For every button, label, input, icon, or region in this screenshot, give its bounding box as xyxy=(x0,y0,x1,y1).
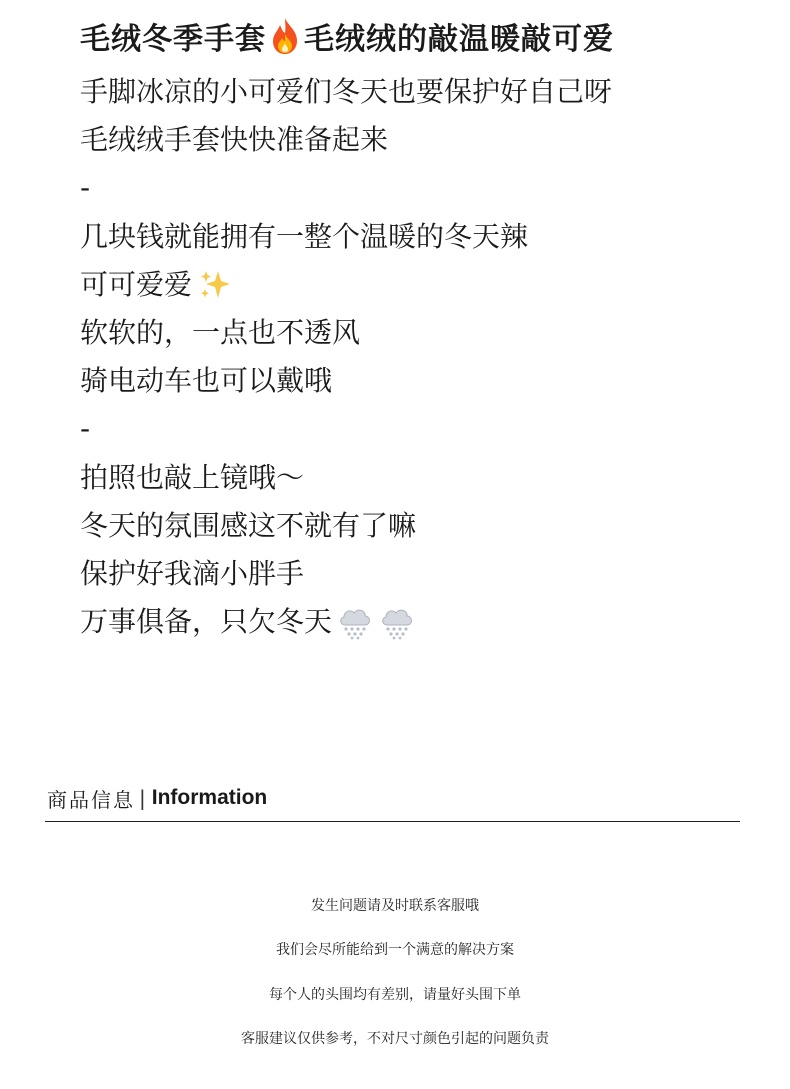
post-line-12: 万事俱备，只欠冬天 xyxy=(80,598,612,646)
post-title-part1: 毛绒冬季手套 xyxy=(80,22,266,57)
section-divider xyxy=(45,821,740,822)
post-line-8: - xyxy=(80,412,91,446)
post-line-9: 拍照也敲上镜哦～ xyxy=(80,460,305,494)
snow-cloud-icon xyxy=(378,603,416,641)
post-title-part2: 毛绒绒的敲温暖敲可爱 xyxy=(304,22,614,57)
note-item: 客服建议仅供参考，不对尺寸颜色引起的问题负责 xyxy=(241,1030,549,1047)
post-line-6: 软软的，一点也不透风 xyxy=(80,315,361,349)
post-line-4: 几块钱就能拥有一整个温暖的冬天辣 xyxy=(80,219,529,253)
post-body xyxy=(80,68,612,646)
note-item: 发生问题请及时联系客服哦 xyxy=(311,898,479,914)
sparkle-icon xyxy=(198,268,232,302)
section-title-zh: 商品信息 xyxy=(47,787,135,812)
note-item: 我们会尽所能给到一个满意的解决方案 xyxy=(276,942,514,959)
post-line-2: 毛绒绒手套快快准备起来 xyxy=(80,123,389,157)
post-line-10: 冬天的氛围感这不就有了嘛 xyxy=(80,508,417,542)
notes-list xyxy=(0,884,790,1061)
post-title xyxy=(80,10,614,62)
section-title-en: Information xyxy=(151,786,268,809)
snow-cloud-icon xyxy=(336,603,374,641)
post-line-7: 骑电动车也可以戴哦 xyxy=(80,364,333,398)
note-item: 每个人的头围均有差别，请量好头围下单 xyxy=(269,986,521,1003)
post-line-11: 保护好我滴小胖手 xyxy=(80,556,305,590)
section-header-information xyxy=(47,782,267,814)
section-title-separator: | xyxy=(139,786,146,810)
post-line-5: 可可爱爱 xyxy=(80,261,612,309)
fire-icon xyxy=(268,16,302,56)
post-line-3: - xyxy=(80,171,91,205)
post-line-1: 手脚冰凉的小可爱们冬天也要保护好自己呀 xyxy=(80,75,613,108)
